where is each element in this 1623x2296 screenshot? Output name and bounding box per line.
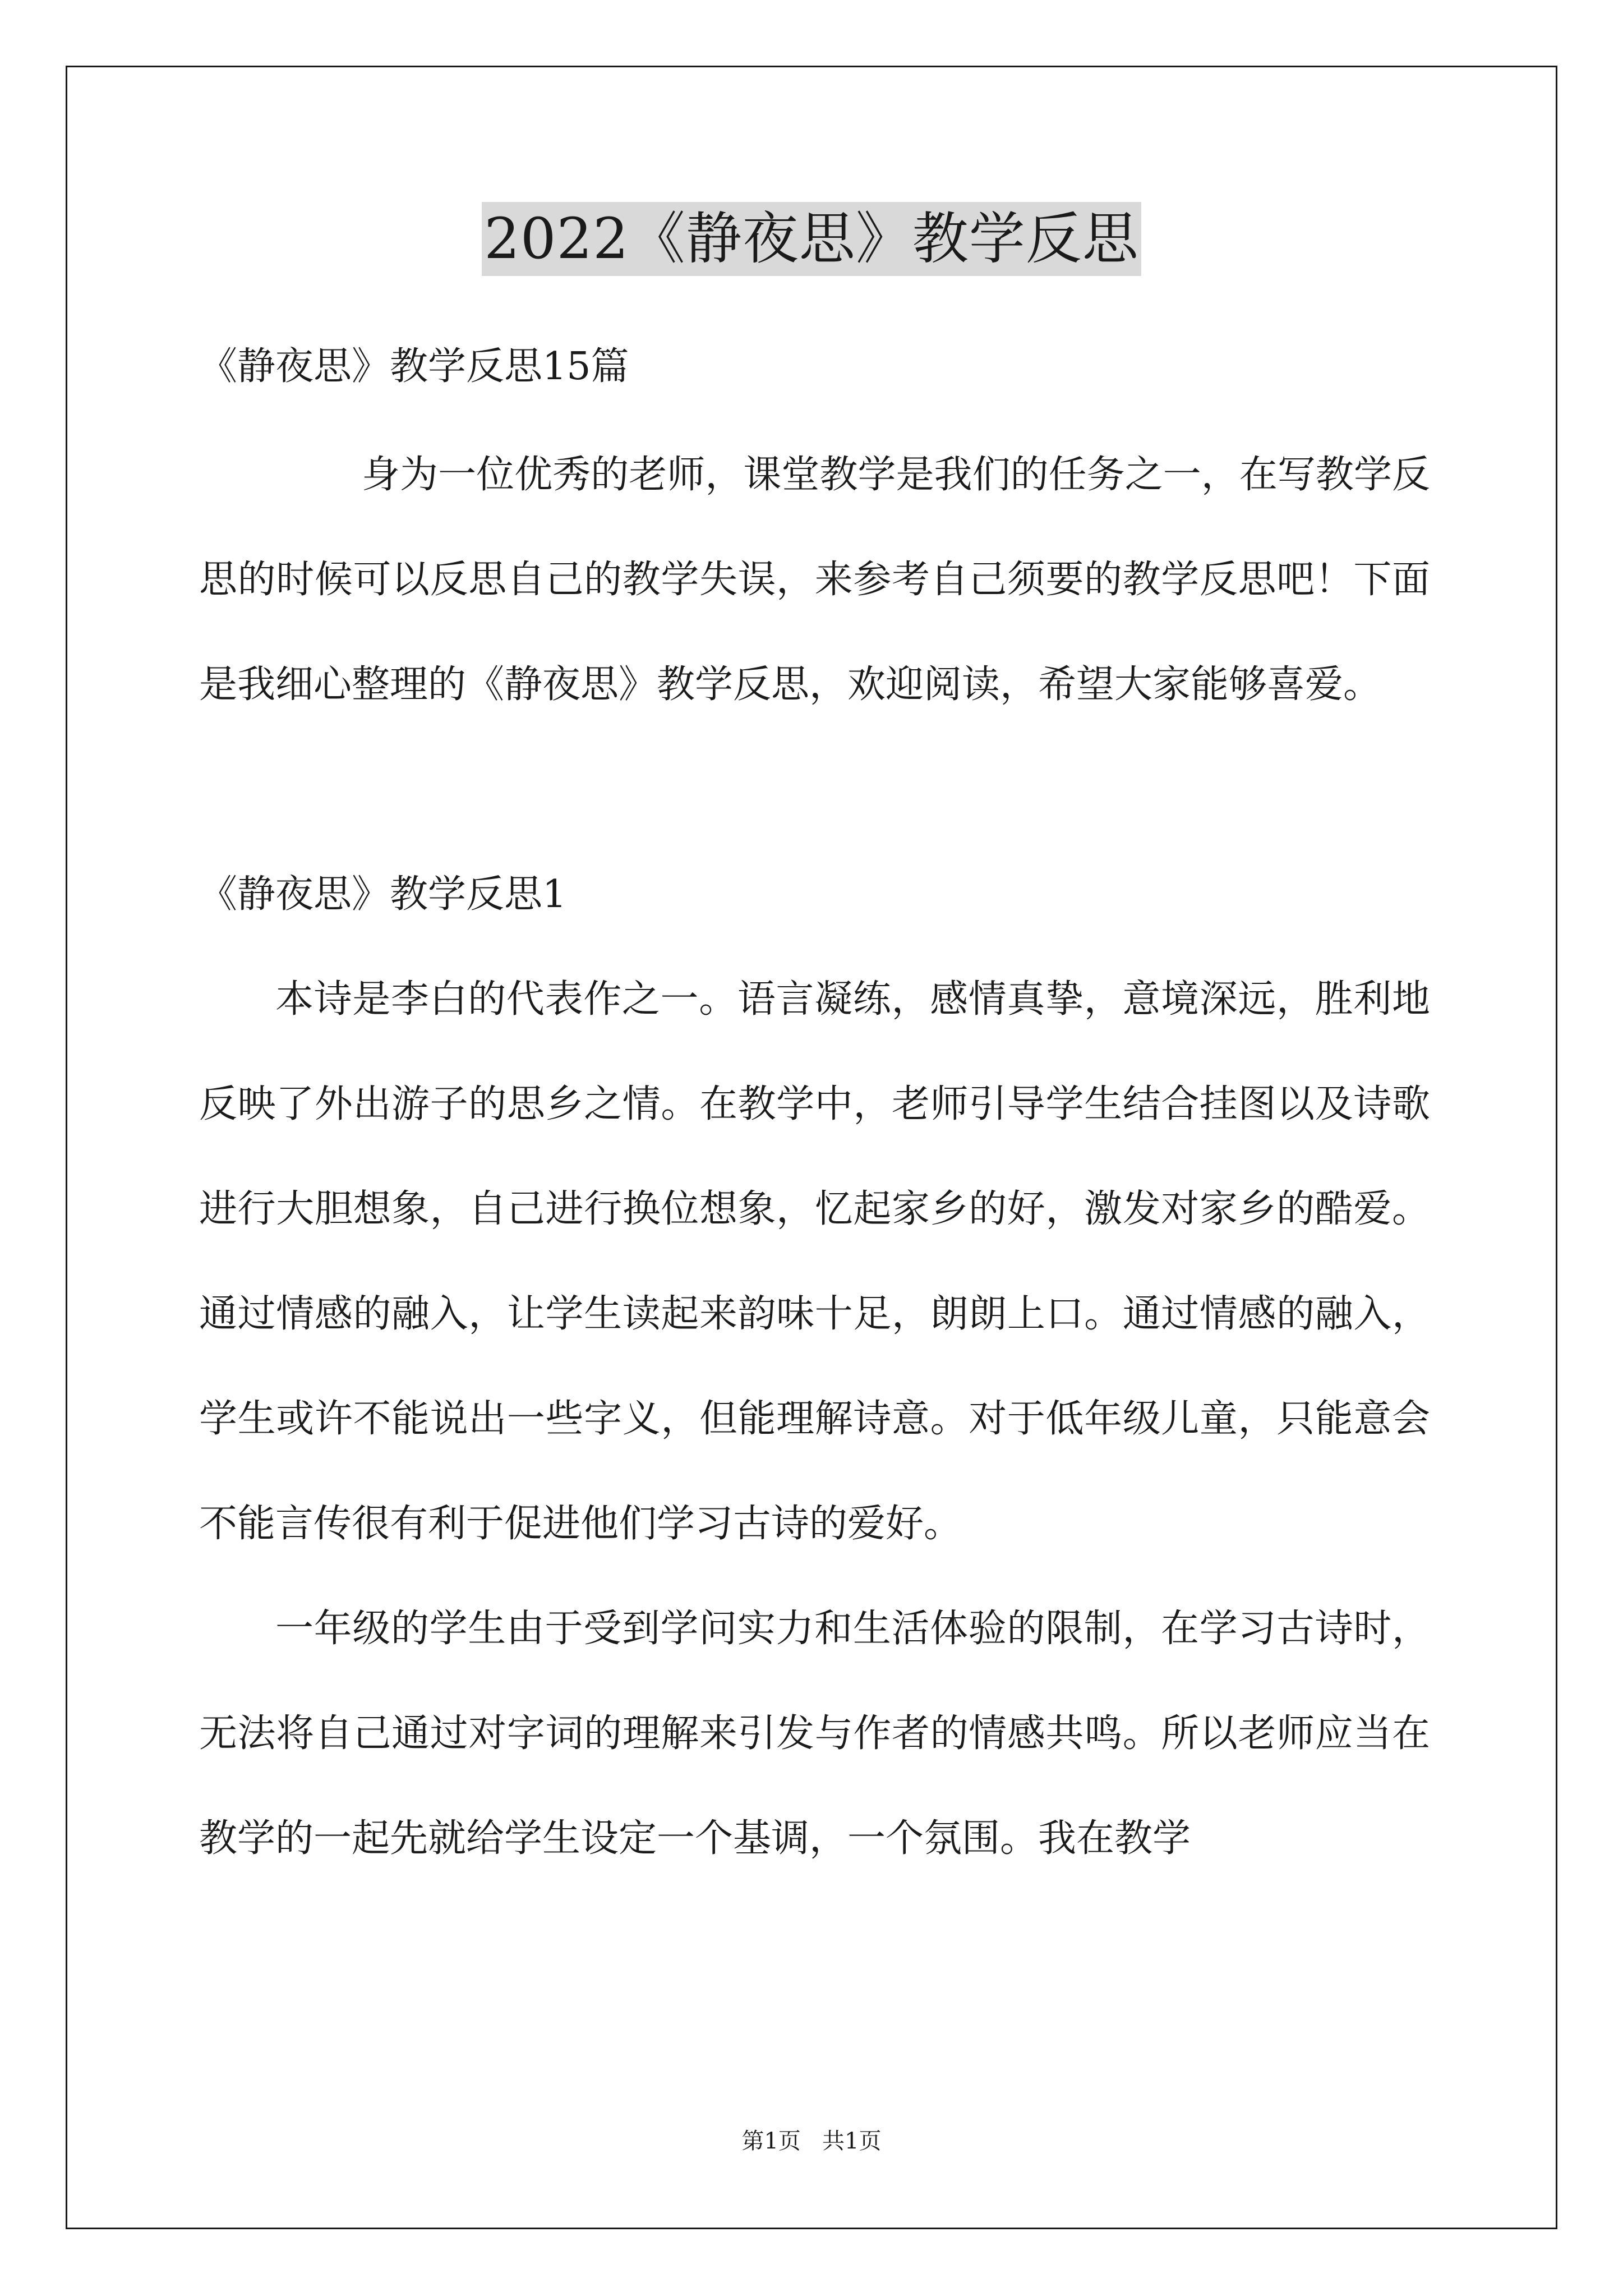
title-wrap xyxy=(0,202,1623,276)
page-footer: 第1页 共1页 xyxy=(741,2128,882,2154)
document-title: 2022《静夜思》教学反思 xyxy=(482,202,1141,276)
document-subtitle: 《静夜思》教学反思15篇 xyxy=(199,344,629,389)
body-paragraph: 一年级的学生由于受到学问实力和生活体验的限制，在学习古诗时，无法将自己通过对字词的理解来引发与作者的情感共鸣。所以老师应当在教学的一起先就给学生设定一个基调，一个氛围。我在教学 xyxy=(199,1607,1430,1861)
section-heading: 《静夜思》教学反思1 xyxy=(199,872,567,917)
body-paragraph: 本诗是李白的代表作之一。语言凝练，感情真挚，意境深远，胜利地反映了外出游子的思乡之情。在教学中，老师引导学生结合挂图以及诗歌进行大胆想象，自己进行换位想象，忆起家乡的好，激发对家乡的酷爱。通过情感的融入，让学生读起来韵味十足，朗朗上口。通过情感的融入，学生或许不能说出一些字义，但能理解诗意。对于低年级儿童，只能意会不能言传很有利于促进他们学习古诗的爱好。 xyxy=(199,977,1430,1546)
document-body xyxy=(199,314,1430,1891)
intro-paragraph: 身为一位优秀的老师，课堂教学是我们的任务之一，在写教学反思的时候可以反思自己的教学失误，来参考自己须要的教学反思吧！下面是我细心整理的《静夜思》教学反思，欢迎阅读，希望大家能够喜爱。 xyxy=(199,453,1430,707)
